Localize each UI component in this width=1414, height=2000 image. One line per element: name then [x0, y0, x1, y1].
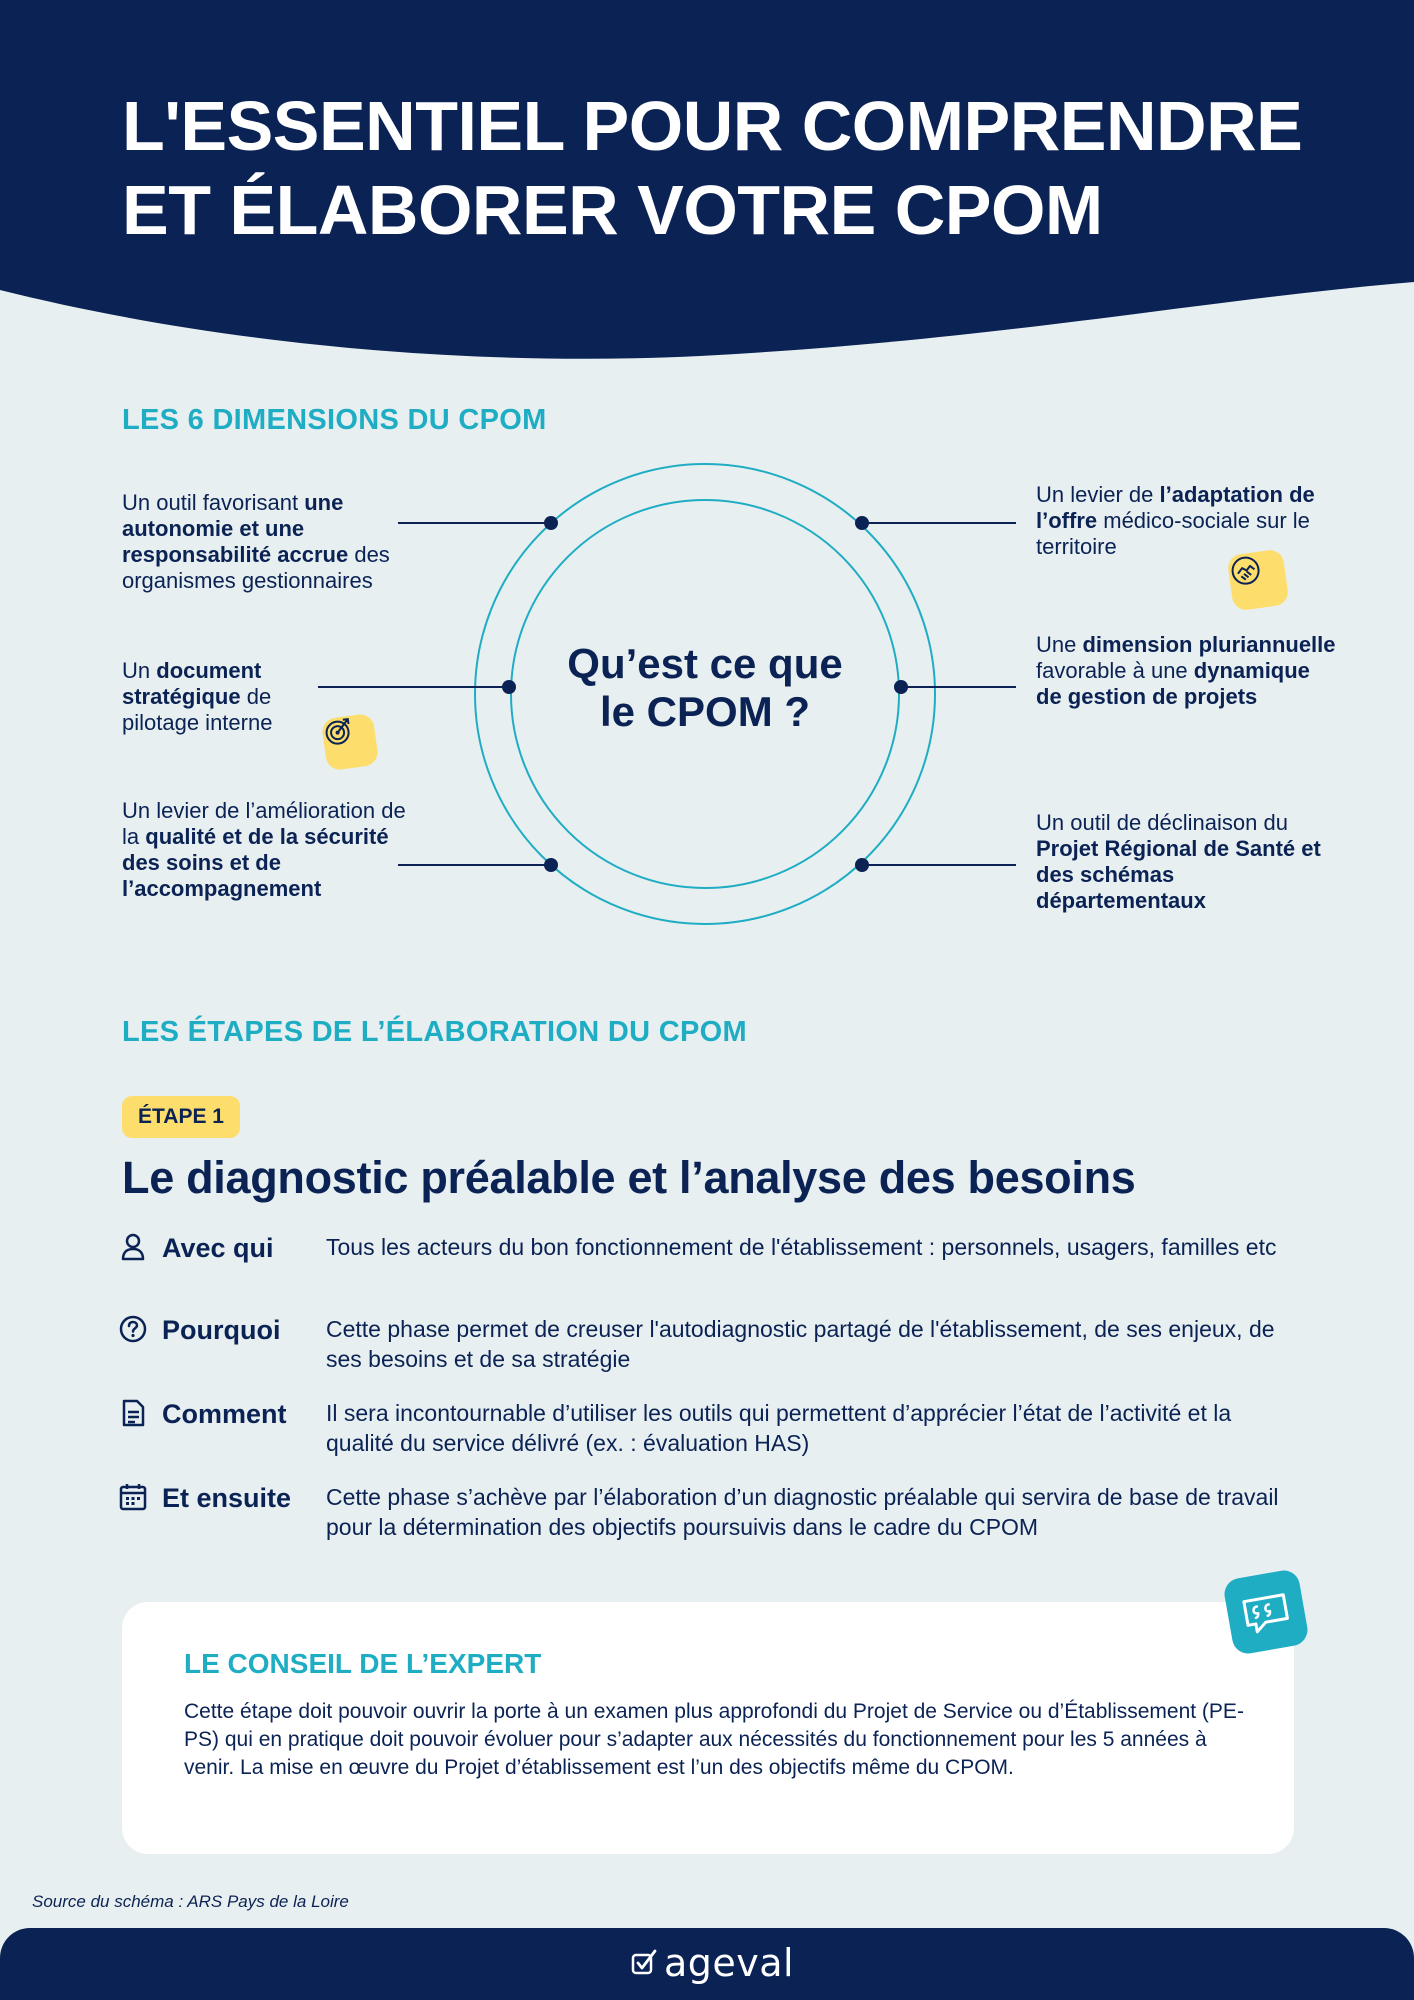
step-row-avec-qui — [118, 1232, 1298, 1292]
row-label: Pourquoi — [162, 1315, 281, 1345]
row-text: Cette phase s’achève par l’élaboration d’un diagnostic préalable qui servira de base de travail pour la détermination des objectifs poursuivis dans le cadre du CPOM — [326, 1484, 1279, 1540]
quote-bubble-icon — [1222, 1568, 1310, 1656]
row-label: Comment — [162, 1399, 287, 1429]
expert-title: LE CONSEIL DE L’EXPERT — [184, 1648, 542, 1679]
dot-right-mid — [894, 680, 908, 694]
header-banner — [0, 0, 1414, 370]
dimensions-heading: LES 6 DIMENSIONS DU CPOM — [122, 404, 547, 436]
center-question-line2: le CPOM ? — [599, 688, 811, 735]
dimension-pluriannuelle: Une dimension pluriannuelle favorable à une dynamique de gestion de projets — [1036, 632, 1336, 709]
document-icon — [118, 1398, 148, 1428]
dimension-document-strategique: Un document stratégique de pilotage interne — [122, 658, 273, 735]
center-question-line1: Qu’est ce que — [567, 640, 843, 687]
page-title-line1: L'ESSENTIEL POUR COMPRENDRE — [122, 87, 1303, 165]
row-text: Il sera incontournable d’utiliser les outils qui permettent d’apprécier l’état de l’activité et la qualité du service délivré (ex. : évaluation HAS) — [326, 1400, 1232, 1456]
dot-left-mid — [502, 680, 516, 694]
step-row-comment — [118, 1398, 1298, 1458]
row-text: Cette phase permet de creuser l'autodiagnostic partagé de l'établissement, de ses enjeux, de ses besoins et de sa stratégie — [326, 1316, 1275, 1372]
dimensions-diagram — [0, 440, 1414, 960]
row-label: Et ensuite — [162, 1483, 292, 1513]
expert-text: Cette étape doit pouvoir ouvrir la porte à un examen plus approfondi du Projet de Service ou d’Établissement (PE-PS) qui en pratique doit pouvoir évoluer pour s’adapter aux nécessités du fonctionnement pour les 5 années à venir. La mise en œuvre du Projet d’établissement est l’un des objectifs même du CPOM. — [184, 1700, 1244, 1779]
ageval-logo[interactable] — [630, 1940, 794, 1986]
page-title-line2: ET ÉLABORER VOTRE CPOM — [122, 171, 1103, 249]
row-label: Avec qui — [162, 1233, 274, 1263]
dot-right-top — [855, 516, 869, 530]
dimension-qualite-securite: Un levier de l’amélioration de la qualité et de la sécurité des soins et de l’accompagnement — [122, 798, 406, 901]
step-badge: ÉTAPE 1 — [122, 1096, 240, 1138]
person-icon — [118, 1232, 148, 1262]
dot-left-top — [544, 516, 558, 530]
source-note: Source du schéma : ARS Pays de la Loire — [32, 1892, 349, 1911]
question-icon — [118, 1314, 148, 1344]
expert-advice-box — [122, 1602, 1294, 1854]
step-title: Le diagnostic préalable et l’analyse des besoins — [122, 1152, 1136, 1203]
row-text: Tous les acteurs du bon fonctionnement de l'établissement : personnels, usagers, familles etc — [326, 1234, 1277, 1260]
step-row-et-ensuite — [118, 1482, 1298, 1574]
dimension-projet-regional: Un outil de déclinaison du Projet Régional de Santé et des schémas départementaux — [1036, 810, 1321, 913]
handshake-icon — [1226, 548, 1289, 611]
check-icon — [630, 1948, 658, 1978]
page-title — [122, 84, 1322, 252]
footer-bar — [0, 1928, 1414, 2000]
brand-name: ageval — [664, 1941, 795, 1985]
dimension-adaptation-offre: Un levier de l’adaptation de l’offre médico-sociale sur le territoire — [1036, 482, 1315, 559]
step-row-pourquoi — [118, 1314, 1298, 1374]
steps-heading: LES ÉTAPES DE L’ÉLABORATION DU CPOM — [122, 1016, 747, 1048]
calendar-icon — [118, 1482, 148, 1512]
target-icon — [321, 713, 380, 772]
dot-left-bottom — [544, 858, 558, 872]
dot-right-bottom — [855, 858, 869, 872]
dimension-autonomie: Un outil favorisant une autonomie et une responsabilité accrue des organismes gestionnaires — [122, 490, 390, 593]
center-question — [520, 640, 890, 736]
